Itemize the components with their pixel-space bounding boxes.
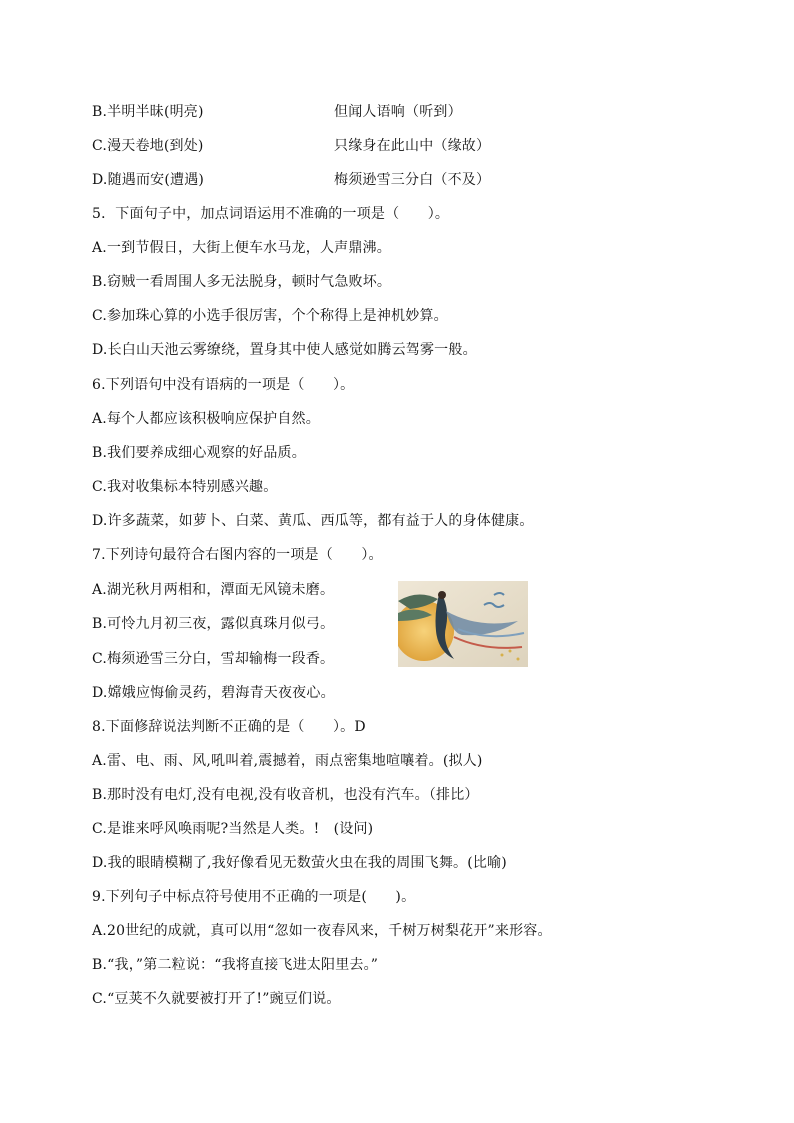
q9-option-c: C.“豆荚不久就要被打开了!”豌豆们说。 bbox=[92, 991, 341, 1007]
q9-option-b: B.“我，”第二粒说：“我将直接飞进太阳里去。” bbox=[92, 957, 379, 973]
q8-option-a: A.雷、电、雨、风,吼叫着,震撼着，雨点密集地喧嚷着。(拟人) bbox=[92, 753, 483, 769]
q6-option-b: B.我们要养成细心观察的好品质。 bbox=[92, 445, 306, 461]
q7-option-b: B.可怜九月初三夜，露似真珠月似弓。 bbox=[92, 616, 335, 632]
chang-e-moon-illustration bbox=[398, 581, 528, 667]
q5-option-c: C.参加珠心算的小选手很厉害，个个称得上是神机妙算。 bbox=[92, 308, 448, 324]
q8-option-d: D.我的眼睛模糊了,我好像看见无数萤火虫在我的周围飞舞。(比喻) bbox=[92, 855, 507, 871]
option-d-q4-right: 梅须逊雪三分白（不及） bbox=[334, 172, 491, 188]
q7-option-d: D.嫦娥应悔偷灵药，碧海青天夜夜心。 bbox=[92, 685, 335, 701]
question-5: 5．下面句子中，加点词语运用不准确的一项是（ ）。 bbox=[92, 206, 450, 222]
q7-option-a: A.湖光秋月两相和，潭面无风镜未磨。 bbox=[92, 582, 335, 598]
option-b-q4: B.半明半昧(明亮) bbox=[92, 104, 204, 120]
q5-option-a: A.一到节假日，大街上便车水马龙，人声鼎沸。 bbox=[92, 240, 391, 256]
q5-option-d: D.长白山天池云雾缭绕，置身其中使人感觉如腾云驾雾一般。 bbox=[92, 342, 477, 358]
q9-option-a: A.20世纪的成就，真可以用“忽如一夜春风来，千树万树梨花开”来形容。 bbox=[92, 923, 552, 939]
question-8: 8.下面修辞说法判断不正确的是（ ）。D bbox=[92, 719, 366, 735]
q8-option-c: C.是谁来呼风唤雨呢?当然是人类。! (设问) bbox=[92, 821, 374, 837]
q6-option-c: C.我对收集标本特别感兴趣。 bbox=[92, 479, 278, 495]
q7-option-c: C.梅须逊雪三分白，雪却输梅一段香。 bbox=[92, 651, 335, 667]
option-c-q4-right: 只缘身在此山中（缘故） bbox=[334, 138, 491, 154]
question-7: 7.下列诗句最符合右图内容的一项是（ ）。 bbox=[92, 547, 383, 563]
q6-option-a: A.每个人都应该积极响应保护自然。 bbox=[92, 411, 320, 427]
question-9: 9.下列句子中标点符号使用不正确的一项是( )。 bbox=[92, 889, 416, 905]
option-b-q4-right: 但闻人语响（听到） bbox=[334, 104, 462, 120]
option-d-q4: D.随遇而安(遭遇) bbox=[92, 172, 205, 188]
option-c-q4: C.漫天卷地(到处) bbox=[92, 138, 204, 154]
q6-option-d: D.许多蔬菜，如萝卜、白菜、黄瓜、西瓜等，都有益于人的身体健康。 bbox=[92, 513, 534, 529]
question-6: 6.下列语句中没有语病的一项是（ ）。 bbox=[92, 377, 355, 393]
q5-option-b: B.窃贼一看周围人多无法脱身，顿时气急败坏。 bbox=[92, 274, 392, 290]
q8-option-b: B.那时没有电灯,没有电视,没有收音机，也没有汽车。（排比） bbox=[92, 787, 479, 803]
